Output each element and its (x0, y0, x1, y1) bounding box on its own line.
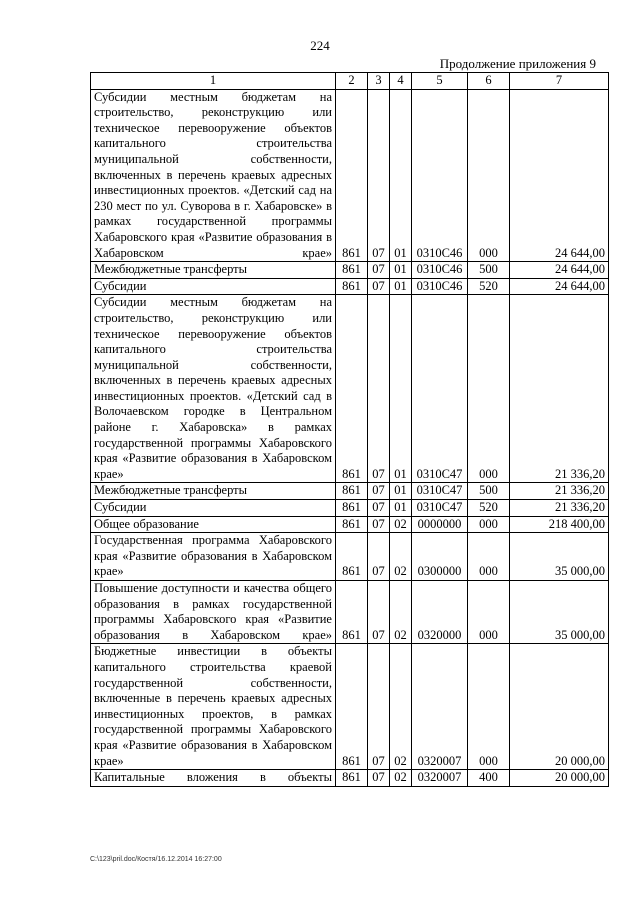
table-row (91, 295, 609, 483)
row-description: Бюджетные инвестиции в объекты капитального строительства краевой государственной собственности, включенные в перечень краевых адресных инвестиционных проектов, в рамках государственной программы Хабаровского края «Развитие образования в Хабаровском крае» (91, 644, 336, 770)
row-amount: 21 336,20 (510, 500, 609, 517)
row-description: Капитальные вложения в объекты (91, 770, 336, 787)
row-code: 0310С46 (412, 89, 468, 262)
row-description: Субсидии (91, 278, 336, 295)
continuation-label: Продолжение приложения 9 (439, 56, 596, 71)
row-code: 861 (336, 770, 368, 787)
column-header: 6 (468, 73, 510, 90)
page-number: 224 (310, 38, 330, 53)
row-code: 07 (368, 644, 390, 770)
row-code: 861 (336, 483, 368, 500)
table-row (91, 483, 609, 500)
row-code: 02 (390, 533, 412, 581)
row-code: 01 (390, 483, 412, 500)
table-row (91, 89, 609, 262)
row-description: Субсидии местным бюджетам на строительство, реконструкцию или техническое перевооружение объектов капитального строительства муниципальной собственности, включенных в перечень краевых адресных инвестиционных проектов. «Детский сад в Волочаевском городке в Центральном районе г. Хабаровска» в рамках государственной программы Хабаровского края «Развитие образования в Хабаровском крае» (91, 295, 336, 483)
table-row (91, 533, 609, 581)
row-code: 861 (336, 500, 368, 517)
row-code: 07 (368, 89, 390, 262)
table-row (91, 516, 609, 533)
row-code: 07 (368, 278, 390, 295)
row-code: 01 (390, 262, 412, 279)
row-description: Межбюджетные трансферты (91, 262, 336, 279)
row-code: 861 (336, 262, 368, 279)
row-code: 0320000 (412, 581, 468, 644)
table-row (91, 644, 609, 770)
row-code: 07 (368, 770, 390, 787)
row-code: 861 (336, 644, 368, 770)
table-body (91, 73, 609, 787)
row-code: 000 (468, 295, 510, 483)
row-code: 861 (336, 295, 368, 483)
row-code: 0310С46 (412, 262, 468, 279)
column-header: 3 (368, 73, 390, 90)
row-code: 02 (390, 770, 412, 787)
row-amount: 35 000,00 (510, 581, 609, 644)
row-code: 861 (336, 581, 368, 644)
row-amount: 24 644,00 (510, 278, 609, 295)
row-code: 0300000 (412, 533, 468, 581)
row-description: Субсидии местным бюджетам на строительство, реконструкцию или техническое перевооружение объектов капитального строительства муниципальной собственности, включенных в перечень краевых адресных инвестиционных проектов. «Детский сад на 230 мест по ул. Суворова в г. Хабаровске» в рамках государственной программы Хабаровского края «Развитие образования в Хабаровском крае» (91, 89, 336, 262)
table-row (91, 500, 609, 517)
column-header: 2 (336, 73, 368, 90)
row-amount: 20 000,00 (510, 770, 609, 787)
row-code: 0000000 (412, 516, 468, 533)
row-code: 02 (390, 581, 412, 644)
table-row (91, 262, 609, 279)
row-amount: 35 000,00 (510, 533, 609, 581)
row-amount: 21 336,20 (510, 483, 609, 500)
table-header-row (91, 73, 609, 90)
row-code: 000 (468, 581, 510, 644)
row-code: 500 (468, 483, 510, 500)
table-row (91, 581, 609, 644)
row-code: 520 (468, 500, 510, 517)
row-code: 02 (390, 516, 412, 533)
row-description: Общее образование (91, 516, 336, 533)
row-code: 07 (368, 262, 390, 279)
column-header: 5 (412, 73, 468, 90)
row-code: 07 (368, 581, 390, 644)
column-header: 1 (91, 73, 336, 90)
file-path-footer: C:\123\pril.doc/Костя/16.12.2014 16:27:00 (90, 856, 222, 863)
column-header: 4 (390, 73, 412, 90)
row-code: 01 (390, 295, 412, 483)
row-code: 861 (336, 278, 368, 295)
row-code: 0310С47 (412, 295, 468, 483)
row-code: 000 (468, 533, 510, 581)
row-code: 520 (468, 278, 510, 295)
table-row (91, 770, 609, 787)
row-code: 07 (368, 533, 390, 581)
row-description: Государственная программа Хабаровского края «Развитие образования в Хабаровском крае» (91, 533, 336, 581)
row-code: 0310С46 (412, 278, 468, 295)
column-header: 7 (510, 73, 609, 90)
row-code: 0310С47 (412, 483, 468, 500)
row-amount: 24 644,00 (510, 89, 609, 262)
row-code: 07 (368, 295, 390, 483)
row-code: 000 (468, 516, 510, 533)
row-code: 01 (390, 500, 412, 517)
table-row (91, 278, 609, 295)
row-code: 000 (468, 89, 510, 262)
row-code: 01 (390, 278, 412, 295)
row-code: 861 (336, 533, 368, 581)
row-code: 02 (390, 644, 412, 770)
row-code: 07 (368, 483, 390, 500)
row-amount: 218 400,00 (510, 516, 609, 533)
row-code: 500 (468, 262, 510, 279)
budget-table (90, 72, 609, 787)
row-description: Повышение доступности и качества общего образования в рамках государственной программы Хабаровского края «Развитие образования в Хабаровском крае» (91, 581, 336, 644)
row-amount: 24 644,00 (510, 262, 609, 279)
row-code: 07 (368, 500, 390, 517)
row-amount: 20 000,00 (510, 644, 609, 770)
row-code: 0320007 (412, 644, 468, 770)
row-description: Межбюджетные трансферты (91, 483, 336, 500)
row-code: 000 (468, 644, 510, 770)
row-code: 01 (390, 89, 412, 262)
row-code: 0310С47 (412, 500, 468, 517)
row-description: Субсидии (91, 500, 336, 517)
row-amount: 21 336,20 (510, 295, 609, 483)
row-code: 861 (336, 89, 368, 262)
row-code: 07 (368, 516, 390, 533)
row-code: 0320007 (412, 770, 468, 787)
row-code: 400 (468, 770, 510, 787)
row-code: 861 (336, 516, 368, 533)
